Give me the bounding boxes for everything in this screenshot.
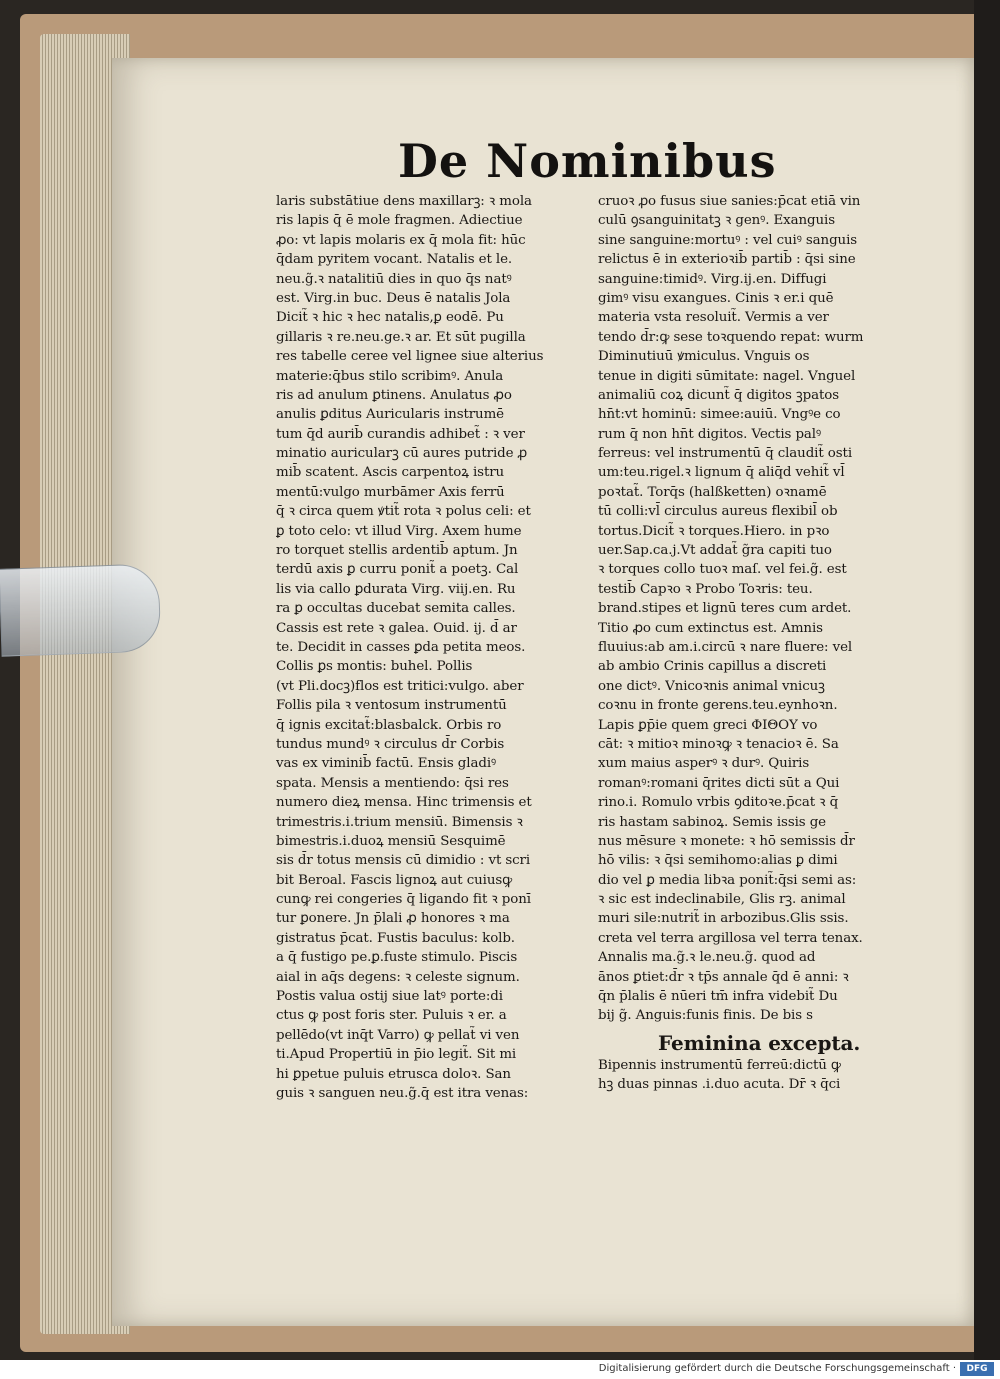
- text-line: ꝛ torques collo tuoꝛ maſ. vel fei.g̃. est: [598, 562, 847, 578]
- text-line: laris substātiue dens maxillarꝫ: ꝛ mola: [276, 194, 532, 209]
- text-line: gistratus p̄cat. Fustis baculus: kolb.: [276, 930, 515, 946]
- text-line: Titio ꝓo cum extinctus est. Amnis: [598, 620, 823, 636]
- text-line: tundus mundꝰ ꝛ circulus d̄r Corbis: [276, 736, 505, 752]
- text-line: Collis ꝑs montis: buhel. Pollis: [276, 659, 473, 675]
- text-line: spata. Mensis a mentiendo: q̄si res: [276, 775, 509, 791]
- text-line: one dictꝰ. Vnicoꝛnis animal vnicuꝫ: [598, 678, 825, 694]
- text-line: a q̄ fustigo pe.ꝑ.fuste stimulo. Piscis: [276, 950, 518, 966]
- text-line: ris lapis q̄ ē mole fragmen. Adiectiue: [276, 213, 523, 229]
- text-line: Lapis ꝑp̄ie quem greci ΦΙΘΟΥ vo: [598, 717, 818, 733]
- text-line: terdū axis ꝑ curru ponit̃ a poetꝫ. Cal: [276, 562, 519, 578]
- text-line: ris ad anulum ꝑtinens. Anulatus ꝓo: [276, 387, 512, 403]
- text-line: fluuius:ab am.i.circū ꝛ nare fluere: vel: [598, 639, 853, 655]
- text-line: res tabelle ceree vel lignee siue alterius: [276, 349, 544, 365]
- text-line: ctus ꝙ post foris ster. Puluis ꝛ er. a: [276, 1008, 507, 1024]
- text-line: hō vilis: ꝛ q̄si semihomo:alias ꝑ dimi: [598, 853, 838, 869]
- text-line: ferreus: vel instrumentū q̄ claudit̃ osti: [598, 446, 853, 462]
- text-line: tur ꝑonere. Jn p̄lali ꝓ honores ꝛ ma: [276, 911, 510, 927]
- text-line: xum maius asperꝰ ꝛ durꝰ. Quiris: [598, 756, 810, 772]
- text-line: culū ꝯsanguinitatꝫ ꝛ genꝰ. Exanguis: [598, 213, 835, 229]
- text-line: nus mēsure ꝛ monete: ꝛ hō semissis d̄r: [598, 833, 855, 849]
- text-line: aial in aq̄s degens: ꝛ celeste signum.: [276, 969, 520, 985]
- text-line: pellēdo(vt inq̄t Varro) ꝙ pellat̃ vi ven: [276, 1027, 520, 1043]
- text-line: ro torquet stellis ardentib̄ aptum. Jn: [276, 543, 518, 559]
- text-line: materia vsta resoluit̃. Vermis a ver: [598, 310, 829, 326]
- text-line: tendo d̄r:ꝙ sese toꝛquendo repat: wurm: [598, 329, 864, 345]
- right-text-column: [598, 192, 916, 1095]
- text-line: tenue in digiti sūmitate: nagel. Vnguel: [598, 368, 856, 384]
- text-line: neu.g̃.ꝛ natalitiū dies in quo q̄s natꝰ: [276, 271, 512, 287]
- text-line: q̄dam pyritem vocant. Natalis et le.: [276, 252, 513, 268]
- left-text-column: [276, 192, 594, 1103]
- text-line: sanguine:timidꝰ. Virg.ij.en. Diffugi: [598, 271, 827, 287]
- text-line: ꝓo: vt lapis molaris ex q̄ mola fit: hūc: [276, 232, 526, 248]
- text-line: guis ꝛ sanguen neu.g̃.q̄ est itra venas:: [276, 1085, 529, 1101]
- text-line: romanꝰ:romani q̄rites dicti sūt a Qui: [598, 775, 840, 791]
- text-line: minatio auricularꝫ cū aures putride ꝓ: [276, 446, 528, 462]
- text-line: bimestris.i.duoꝝ mensiū Sesquimē: [276, 833, 506, 849]
- text-line: Postis valua ostij siue latꝰ porte:di: [276, 989, 503, 1005]
- text-line: ra ꝑ occultas ducebat semita calles.: [276, 601, 516, 617]
- text-line: tum q̄d aurib̄ curandis adhibet̃ : ꝛ ver: [276, 426, 525, 442]
- section-subheading: Feminina excepta.: [658, 1030, 861, 1055]
- text-line: cunꝙ rei congeries q̄ ligando fit ꝛ ponī: [276, 892, 531, 908]
- text-line: Dicit̃ ꝛ hic ꝛ hec natalis,ꝑ eodē. Pu: [276, 310, 504, 326]
- text-line: Bipennis instrumentū ferreū:dictū ꝙ: [598, 1057, 841, 1073]
- text-line: testib̄ Capꝛo ꝛ Probo Toꝛris: teu.: [598, 581, 813, 597]
- text-line: dio vel ꝑ media libꝛa ponit̃:q̄si semi as:: [598, 872, 857, 888]
- text-line: sine sanguine:mortuꝰ : vel cuiꝰ sanguis: [598, 232, 858, 248]
- text-line: anulis ꝑditus Auricularis instrumē: [276, 407, 505, 423]
- text-line: cruoꝛ ꝓo fusus siue sanies:p̄cat etiā vin: [598, 194, 861, 209]
- text-line: trimestris.i.trium mensiū. Bimensis ꝛ: [276, 814, 523, 830]
- text-line: rino.i. Romulo vrbis ꝯditoꝛe.p̄cat ꝛ q̄: [598, 795, 839, 811]
- page-holder-clip: [0, 563, 161, 657]
- text-line: (vt Pli.docꝫ)flos est tritici:vulgo. aber: [276, 678, 524, 694]
- text-line: Diminutiuū ꝟmiculus. Vnguis os: [598, 349, 810, 365]
- text-line: Cassis est rete ꝛ galea. Ouid. ij. d̄ ar: [276, 620, 517, 636]
- text-line: lis via callo ꝑdurata Virg. viij.en. Ru: [276, 581, 516, 597]
- text-line: materie:q̄bus stilo scribimꝰ. Anula: [276, 368, 504, 384]
- text-line: brand.stipes et lignū teres cum ardet.: [598, 601, 852, 617]
- text-line: q̄n p̄lalis ē nūeri tm̄ infra videbit̃ Du: [598, 989, 838, 1005]
- text-line: bij g̃. Anguis:funis finis. De bis s: [598, 1008, 813, 1024]
- text-line: est. Virg.in buc. Deus ē natalis Jola: [276, 290, 511, 306]
- text-line: mib̄ scatent. Ascis carpentoꝝ istru: [276, 465, 505, 481]
- text-line: q̄ ignis excitat̃:blasbalck. Orbis ro: [276, 717, 502, 733]
- text-line: tortus.Dicit̃ ꝛ torques.Hiero. in pꝛo: [598, 523, 830, 539]
- text-line: relictus ē in exterioꝛib̄ partib̄ : q̄si sine: [598, 252, 856, 268]
- text-line: creta vel terra argillosa vel terra tenax.: [598, 930, 863, 946]
- text-line: ti.Apud Propertiū in p̄io legit̃. Sit mi: [276, 1047, 517, 1063]
- text-line: ab ambio Crinis capillus a discreti: [598, 659, 827, 675]
- dfg-logo: DFG: [960, 1362, 994, 1376]
- text-line: Follis pila ꝛ ventosum instrumentū: [276, 698, 507, 714]
- text-line: numero dieꝝ mensa. Hinc trimensis et: [276, 795, 532, 811]
- text-line: muri sile:nutrit̃ in arbozibus.Glis ssis.: [598, 911, 849, 927]
- text-line: bit Beroal. Fascis lignoꝝ aut cuiusꝙ: [276, 872, 513, 888]
- text-line: hn̄t:vt hominū: simee:auiū. Vngꝰe co: [598, 407, 841, 423]
- text-line: Annalis ma.g̃.ꝛ le.neu.g̃. quod ad: [598, 950, 816, 966]
- text-line: ꝑ toto celo: vt illud Virg. Axem hume: [276, 523, 522, 539]
- text-line: vas ex viminib̄ factū. Ensis gladiꝰ: [276, 756, 497, 772]
- text-line: rum q̄ non hn̄t digitos. Vectis palꝰ: [598, 426, 822, 442]
- text-line: hꝫ duas pinnas .i.duo acuta. Dr̄ ꝛ q̄ci: [598, 1077, 841, 1093]
- text-line: uer.Sap.ca.j.Vt addat̃ g̃ra capiti tuo: [598, 543, 832, 559]
- text-line: te. Decidit in casses ꝑda petita meos.: [276, 639, 526, 655]
- text-line: um:teu.rigel.ꝛ lignum q̄ aliq̄d vehit̃ vl̄: [598, 465, 845, 481]
- text-line: poꝛtat̃. Torq̄s (halßketten) oꝛnamē: [598, 484, 827, 500]
- text-line: sis d̄r totus mensis cū dimidio : vt scri: [276, 853, 531, 869]
- text-line: ꝛ sic est indeclinabile, Glis rꝫ. animal: [598, 892, 846, 908]
- text-line: cāt: ꝛ mitioꝛ minoꝛꝙ ꝛ tenacioꝛ ē. Sa: [598, 736, 839, 752]
- footer-bar: [0, 1360, 1000, 1379]
- text-line: hi ꝑpetue puluis etrusca doloꝛ. San: [276, 1066, 511, 1082]
- text-line: gillaris ꝛ re.neu.ge.ꝛ ar. Et sūt pugilla: [276, 329, 526, 345]
- page-heading: De Nominibus: [398, 134, 777, 188]
- binding-shadow: [974, 0, 1000, 1360]
- text-line: mentū:vulgo murbāmer Axis ferrū: [276, 484, 505, 500]
- text-line: coꝛnu in fronte gerens.teu.eynhoꝛn.: [598, 698, 838, 714]
- text-line: ānos ꝑtiet:d̄r ꝛ tp̄s annale q̄d ē anni: ꝛ: [598, 969, 849, 985]
- text-line: gimꝰ visu exangues. Cinis ꝛ er.i quē: [598, 290, 834, 306]
- text-line: q̄ ꝛ circa quem ꝟtit̃ rota ꝛ polus celi: et: [276, 504, 531, 520]
- text-line: ris hastam sabinoꝝ. Semis issis ge: [598, 814, 826, 830]
- footer-credit: Digitalisierung gefördert durch die Deutsche Forschungsgemeinschaft ·: [598, 1363, 956, 1374]
- text-line: animaliū coꝝ dicunt̃ q̄ digitos ꝫpatos: [598, 387, 840, 403]
- text-line: tū colli:vl̄ circulus aureus flexibil̄ ob: [598, 504, 838, 520]
